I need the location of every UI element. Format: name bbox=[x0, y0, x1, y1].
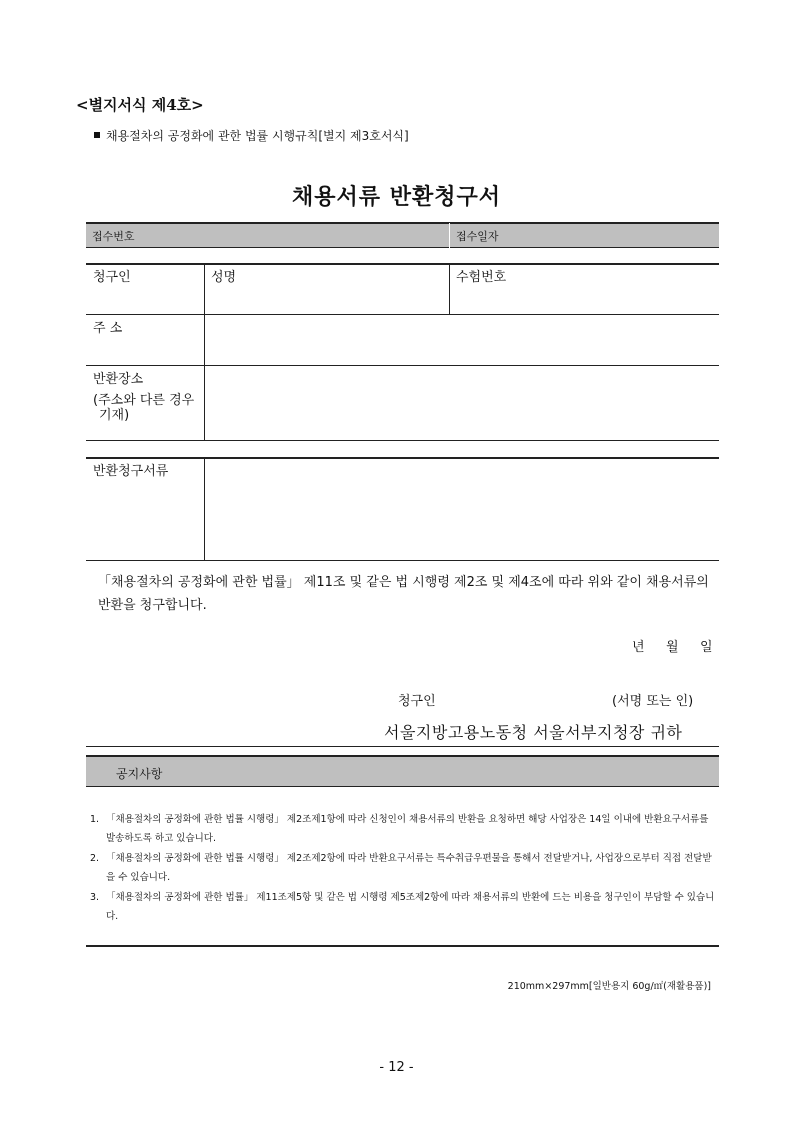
receipt-row bbox=[86, 223, 719, 248]
item-text: 「채용절차의 공정화에 관한 법률 시행령」 제2조제1항에 따라 신청인이 채용서류의 반환을 요청하면 해당 사업장은 14일 이내에 반환요구서류를 발송하도록 하고 있습니다. bbox=[106, 814, 709, 844]
divider bbox=[86, 746, 719, 747]
divider bbox=[86, 263, 719, 265]
name-field[interactable] bbox=[210, 284, 444, 310]
legal-basis-text: 채용절차의 공정화에 관한 법률 시행규칙[별지 제3호서식] bbox=[106, 129, 409, 143]
address-field[interactable] bbox=[210, 318, 715, 362]
divider bbox=[86, 755, 719, 757]
month-label: 월 bbox=[666, 640, 679, 655]
return-place-label: 반환장소 bbox=[93, 372, 144, 387]
item-number: 1. bbox=[90, 814, 100, 825]
return-place-field[interactable] bbox=[210, 369, 715, 437]
divider bbox=[86, 560, 719, 561]
item-number: 2. bbox=[90, 853, 100, 864]
notice-title: 공지사항 bbox=[116, 767, 163, 781]
list-item bbox=[90, 849, 720, 887]
item-number: 3. bbox=[90, 892, 100, 903]
divider bbox=[204, 458, 205, 561]
documents-label: 반환청구서류 bbox=[93, 464, 169, 479]
divider bbox=[86, 247, 719, 248]
return-place-note: 기재) bbox=[99, 408, 130, 423]
divider bbox=[86, 222, 719, 224]
receipt-date-label: 접수일자 bbox=[456, 230, 499, 243]
divider bbox=[86, 945, 719, 947]
signature-note: (서명 또는 인) bbox=[612, 694, 694, 709]
recipient: 서울지방고용노동청 서울서부지청장 귀하 bbox=[384, 723, 683, 742]
divider bbox=[449, 264, 450, 315]
year-label: 년 bbox=[632, 640, 645, 655]
square-bullet-icon bbox=[94, 132, 100, 138]
list-item bbox=[90, 888, 720, 926]
divider bbox=[86, 786, 719, 787]
documents-field[interactable] bbox=[210, 462, 715, 556]
divider bbox=[204, 264, 205, 441]
item-text: 「채용절차의 공정화에 관한 법률 시행령」 제2조제2항에 따라 반환요구서류는 특수취급우편물을 통해서 전달받거나, 사업장으로부터 직접 전달받을 수 있습니다. bbox=[106, 853, 712, 883]
name-label: 성명 bbox=[211, 270, 237, 285]
divider bbox=[86, 314, 719, 315]
list-item bbox=[90, 810, 720, 848]
divider bbox=[86, 457, 719, 459]
signer-label: 청구인 bbox=[398, 694, 436, 709]
page-number: - 12 - bbox=[379, 1060, 414, 1075]
divider bbox=[86, 440, 719, 441]
claimant-label: 청구인 bbox=[93, 270, 131, 285]
divider bbox=[86, 365, 719, 366]
form-number: <별지서식 제4호> bbox=[76, 96, 204, 114]
signature-field[interactable] bbox=[450, 686, 600, 708]
return-place-note: (주소와 다른 경우 bbox=[93, 393, 195, 408]
day-label: 일 bbox=[700, 640, 713, 655]
exam-number-label: 수험번호 bbox=[456, 270, 507, 285]
paper-spec: 210mm×297mm[일반용지 60g/㎡(재활용품)] bbox=[507, 981, 711, 992]
item-text: 「채용절차의 공정화에 관한 법률」 제11조제5항 및 같은 법 시행령 제5조제2항에 따라 채용서류의 반환에 드는 비용을 청구인이 부담할 수 있습니다. bbox=[106, 892, 715, 922]
notice-header bbox=[86, 756, 719, 786]
page-title: 채용서류 반환청구서 bbox=[292, 185, 501, 210]
request-statement: 「채용절차의 공정화에 관한 법률」 제11조 및 같은 법 시행령 제2조 및 제4조에 따라 위와 같이 채용서류의 반환을 청구합니다. bbox=[98, 575, 709, 613]
divider bbox=[449, 223, 450, 248]
exam-number-field[interactable] bbox=[455, 284, 715, 310]
notice-list bbox=[90, 810, 720, 927]
legal-basis bbox=[94, 127, 409, 144]
receipt-number-label: 접수번호 bbox=[92, 230, 135, 243]
address-label: 주 소 bbox=[93, 321, 123, 336]
